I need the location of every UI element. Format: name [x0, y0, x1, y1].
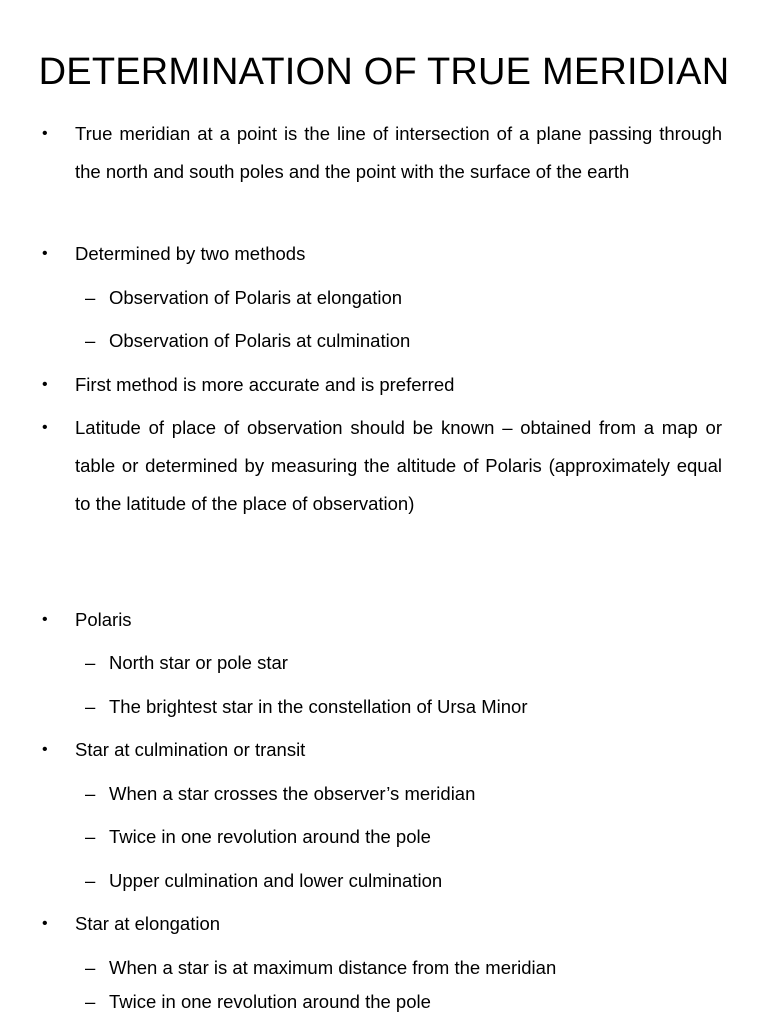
bullet-first-method-preferred	[42, 366, 722, 404]
dash-marker: –	[85, 957, 96, 978]
bullet-marker: •	[42, 741, 48, 758]
sub-item-text: When a star is at maximum distance from the meridian	[109, 957, 557, 978]
bullet-text: Star at culmination or transit	[75, 739, 306, 760]
bullet-text: First method is more accurate and is preferred	[75, 374, 455, 395]
dash-marker: –	[85, 287, 96, 308]
bullet-marker: •	[42, 915, 48, 932]
sub-item-maximum-distance	[85, 949, 722, 987]
bullet-text: Polaris	[75, 609, 132, 630]
dash-marker: –	[85, 826, 96, 847]
sub-item-culmination-method	[85, 322, 722, 360]
sub-item-elongation-method	[85, 279, 722, 317]
sub-item-upper-lower-culmination	[85, 862, 722, 900]
bullet-marker: •	[42, 125, 48, 142]
bullet-text: Determined by two methods	[75, 243, 306, 264]
sub-item-text: Twice in one revolution around the pole	[109, 991, 431, 1012]
sub-item-text: When a star crosses the observer’s meridian	[109, 783, 476, 804]
bullet-star-elongation	[42, 905, 722, 943]
sub-item-text: Twice in one revolution around the pole	[109, 826, 431, 847]
sub-item-text: The brightest star in the constellation of Ursa Minor	[109, 696, 528, 717]
dash-marker: –	[85, 696, 96, 717]
bullet-text: True meridian at a point is the line of intersection of a plane passing through the north and south poles and the point with the surface of the earth	[75, 123, 722, 182]
sub-item-crosses-meridian	[85, 775, 722, 813]
bullet-star-culmination	[42, 731, 722, 769]
sub-item-north-star	[85, 644, 722, 682]
sub-item-twice-culmination	[85, 818, 722, 856]
sub-item-text: Observation of Polaris at culmination	[109, 330, 411, 351]
bullet-marker: •	[42, 611, 48, 628]
dash-marker: –	[85, 870, 96, 891]
bullet-two-methods	[42, 235, 722, 273]
sub-item-twice-elongation	[85, 983, 722, 1021]
bullet-polaris	[42, 601, 722, 639]
dash-marker: –	[85, 783, 96, 804]
sub-item-text: North star or pole star	[109, 652, 288, 673]
bullet-latitude-known	[42, 409, 722, 523]
dash-marker: –	[85, 330, 96, 351]
bullet-marker: •	[42, 419, 48, 436]
sub-item-brightest-star	[85, 688, 722, 726]
bullet-text: Star at elongation	[75, 913, 221, 934]
dash-marker: –	[85, 652, 96, 673]
page-title: DETERMINATION OF TRUE MERIDIAN	[38, 51, 730, 93]
dash-marker: –	[85, 991, 96, 1012]
bullet-marker: •	[42, 376, 48, 393]
bullet-marker: •	[42, 245, 48, 262]
bullet-true-meridian-definition	[42, 115, 722, 191]
sub-item-text: Observation of Polaris at elongation	[109, 287, 403, 308]
sub-item-text: Upper culmination and lower culmination	[109, 870, 443, 891]
bullet-text: Latitude of place of observation should be known – obtained from a map or table or determined by measuring the altitude of Polaris (approximately equal to the latitude of the place of observation)	[75, 417, 722, 514]
